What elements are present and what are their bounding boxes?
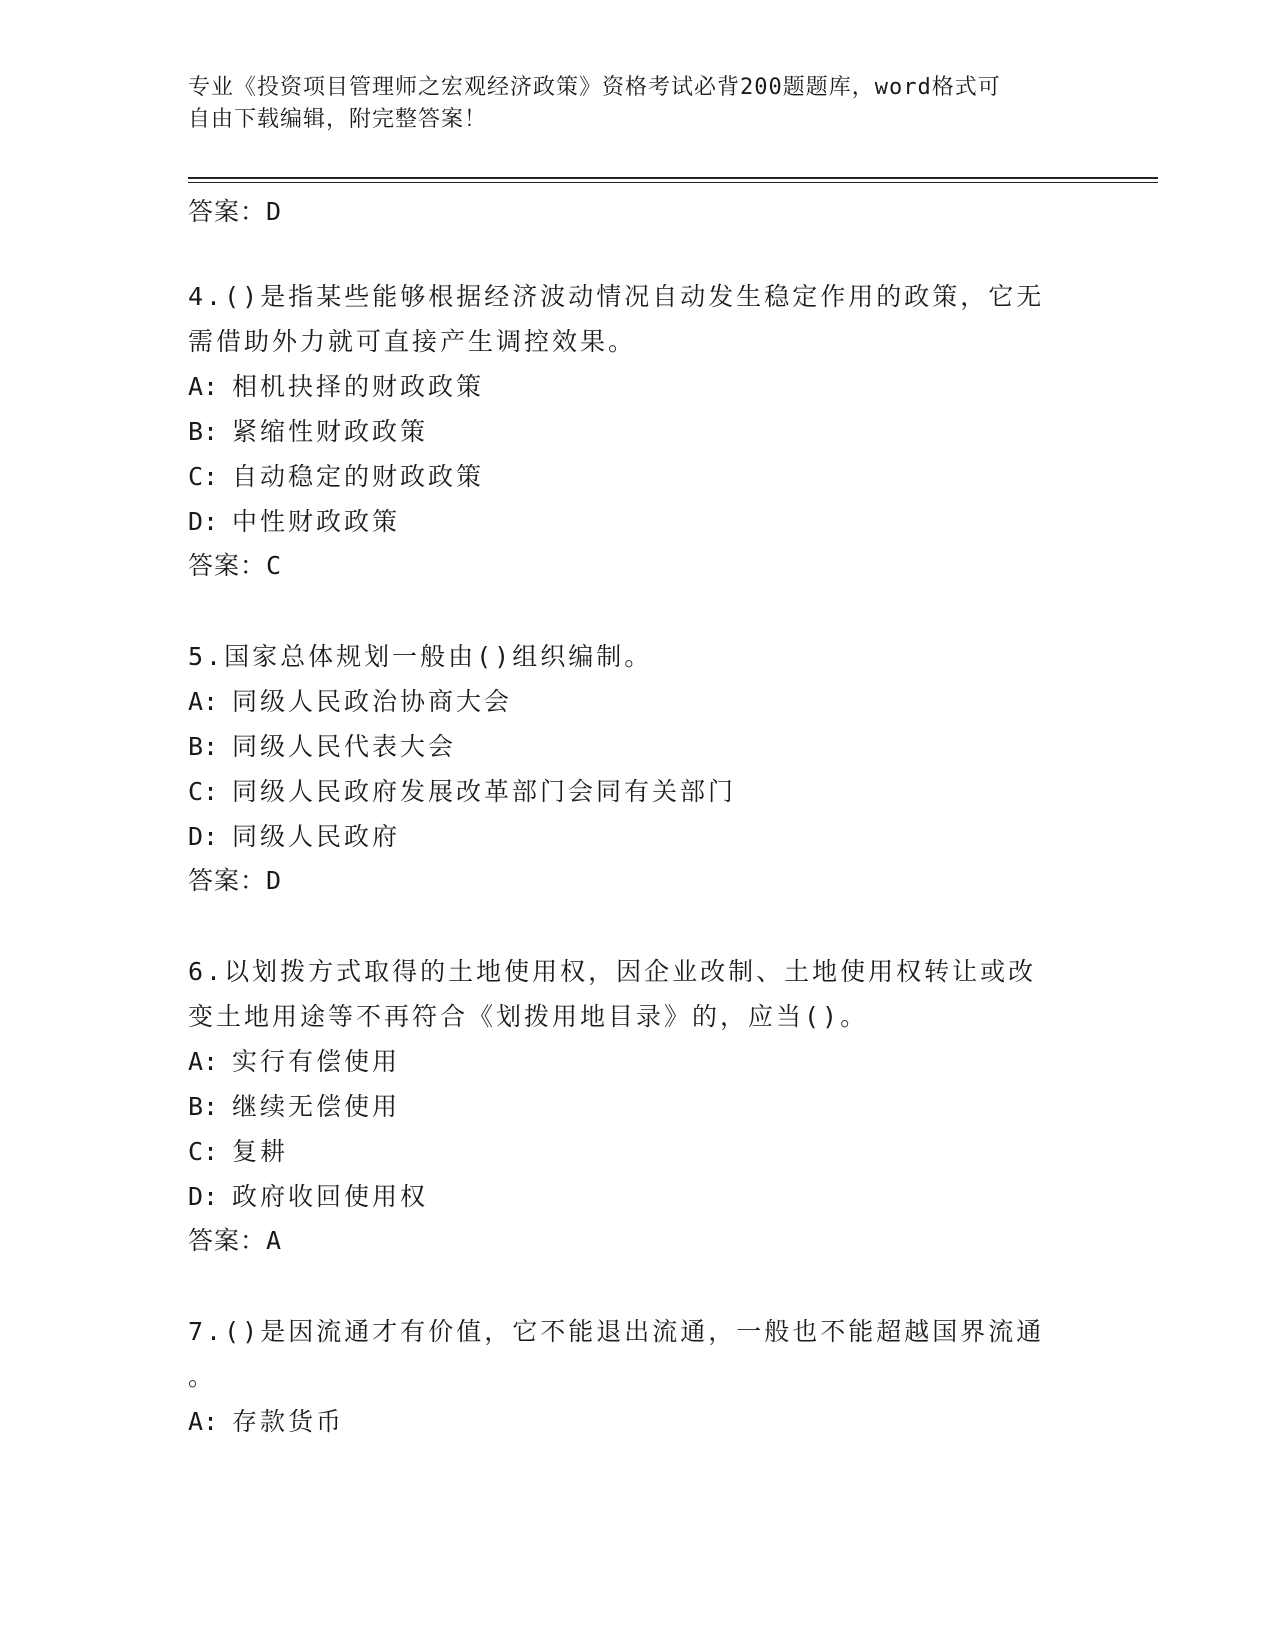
option-text: 政府收回使用权 bbox=[232, 1182, 429, 1211]
option-c bbox=[188, 769, 1078, 814]
option-key: C: bbox=[188, 462, 219, 491]
option-text: 同级人民政府发展改革部门会同有关部门 bbox=[232, 777, 737, 806]
option-a bbox=[188, 1399, 1078, 1444]
option-d bbox=[188, 499, 1078, 544]
option-text: 相机抉择的财政政策 bbox=[232, 372, 485, 401]
option-text: 继续无偿使用 bbox=[232, 1092, 401, 1121]
question-stem bbox=[188, 949, 1078, 1039]
option-b bbox=[188, 1084, 1078, 1129]
document-header bbox=[188, 72, 1068, 136]
option-key: D: bbox=[188, 507, 219, 536]
answer-value: C bbox=[266, 551, 283, 580]
option-key: A: bbox=[188, 1047, 219, 1076]
answer-line bbox=[188, 1221, 1078, 1261]
answer-value: D bbox=[266, 197, 283, 226]
question-block bbox=[188, 1309, 1078, 1444]
question-block bbox=[188, 274, 1078, 586]
answer-line bbox=[188, 546, 1078, 586]
question-stem-line: 5.国家总体规划一般由()组织编制。 bbox=[188, 642, 653, 671]
question-list bbox=[188, 190, 1078, 1444]
header-divider bbox=[188, 177, 1158, 183]
option-key: C: bbox=[188, 777, 219, 806]
option-text: 复耕 bbox=[232, 1137, 289, 1166]
option-text: 自动稳定的财政政策 bbox=[232, 462, 485, 491]
header-line-1: 专业《投资项目管理师之宏观经济政策》资格考试必背200题题库，word格式可 bbox=[188, 75, 1001, 100]
option-key: B: bbox=[188, 732, 219, 761]
question-stem-line: 变土地用途等不再符合《划拨用地目录》的，应当()。 bbox=[188, 1002, 869, 1031]
option-text: 紧缩性财政政策 bbox=[232, 417, 429, 446]
option-a bbox=[188, 1039, 1078, 1084]
question-stem-line: 需借助外力就可直接产生调控效果。 bbox=[188, 327, 637, 356]
question-block bbox=[188, 949, 1078, 1261]
question-stem-line: 4.()是指某些能够根据经济波动情况自动发生稳定作用的政策，它无 bbox=[188, 282, 1045, 311]
answer-line bbox=[188, 192, 1078, 232]
option-b bbox=[188, 724, 1078, 769]
option-key: A: bbox=[188, 687, 219, 716]
option-a bbox=[188, 364, 1078, 409]
option-key: C: bbox=[188, 1137, 219, 1166]
option-text: 同级人民政治协商大会 bbox=[232, 687, 513, 716]
header-line-2: 自由下载编辑，附完整答案！ bbox=[188, 107, 488, 132]
option-key: B: bbox=[188, 1092, 219, 1121]
option-b bbox=[188, 409, 1078, 454]
answer-label: 答案： bbox=[188, 551, 267, 580]
answer-label: 答案： bbox=[188, 866, 267, 895]
option-a bbox=[188, 679, 1078, 724]
option-text: 存款货币 bbox=[232, 1407, 345, 1436]
question-stem-line: 6.以划拨方式取得的土地使用权，因企业改制、土地使用权转让或改 bbox=[188, 957, 1037, 986]
option-c bbox=[188, 1129, 1078, 1174]
question-block bbox=[188, 634, 1078, 901]
question-stem-line: 。 bbox=[188, 1362, 217, 1391]
answer-line bbox=[188, 861, 1078, 901]
option-text: 同级人民代表大会 bbox=[232, 732, 457, 761]
option-text: 中性财政政策 bbox=[232, 507, 401, 536]
option-text: 同级人民政府 bbox=[232, 822, 401, 851]
option-key: B: bbox=[188, 417, 219, 446]
question-stem bbox=[188, 1309, 1078, 1399]
question-stem-line: 7.()是因流通才有价值，它不能退出流通，一般也不能超越国界流通 bbox=[188, 1317, 1045, 1346]
option-text: 实行有偿使用 bbox=[232, 1047, 401, 1076]
option-key: D: bbox=[188, 1182, 219, 1211]
answer-label: 答案： bbox=[188, 197, 267, 226]
option-d bbox=[188, 814, 1078, 859]
question-stem bbox=[188, 634, 1078, 679]
option-key: D: bbox=[188, 822, 219, 851]
question-stem bbox=[188, 274, 1078, 364]
option-key: A: bbox=[188, 1407, 219, 1436]
option-d bbox=[188, 1174, 1078, 1219]
answer-value: D bbox=[266, 866, 283, 895]
answer-value: A bbox=[266, 1226, 283, 1255]
option-c bbox=[188, 454, 1078, 499]
answer-label: 答案： bbox=[188, 1226, 267, 1255]
option-key: A: bbox=[188, 372, 219, 401]
